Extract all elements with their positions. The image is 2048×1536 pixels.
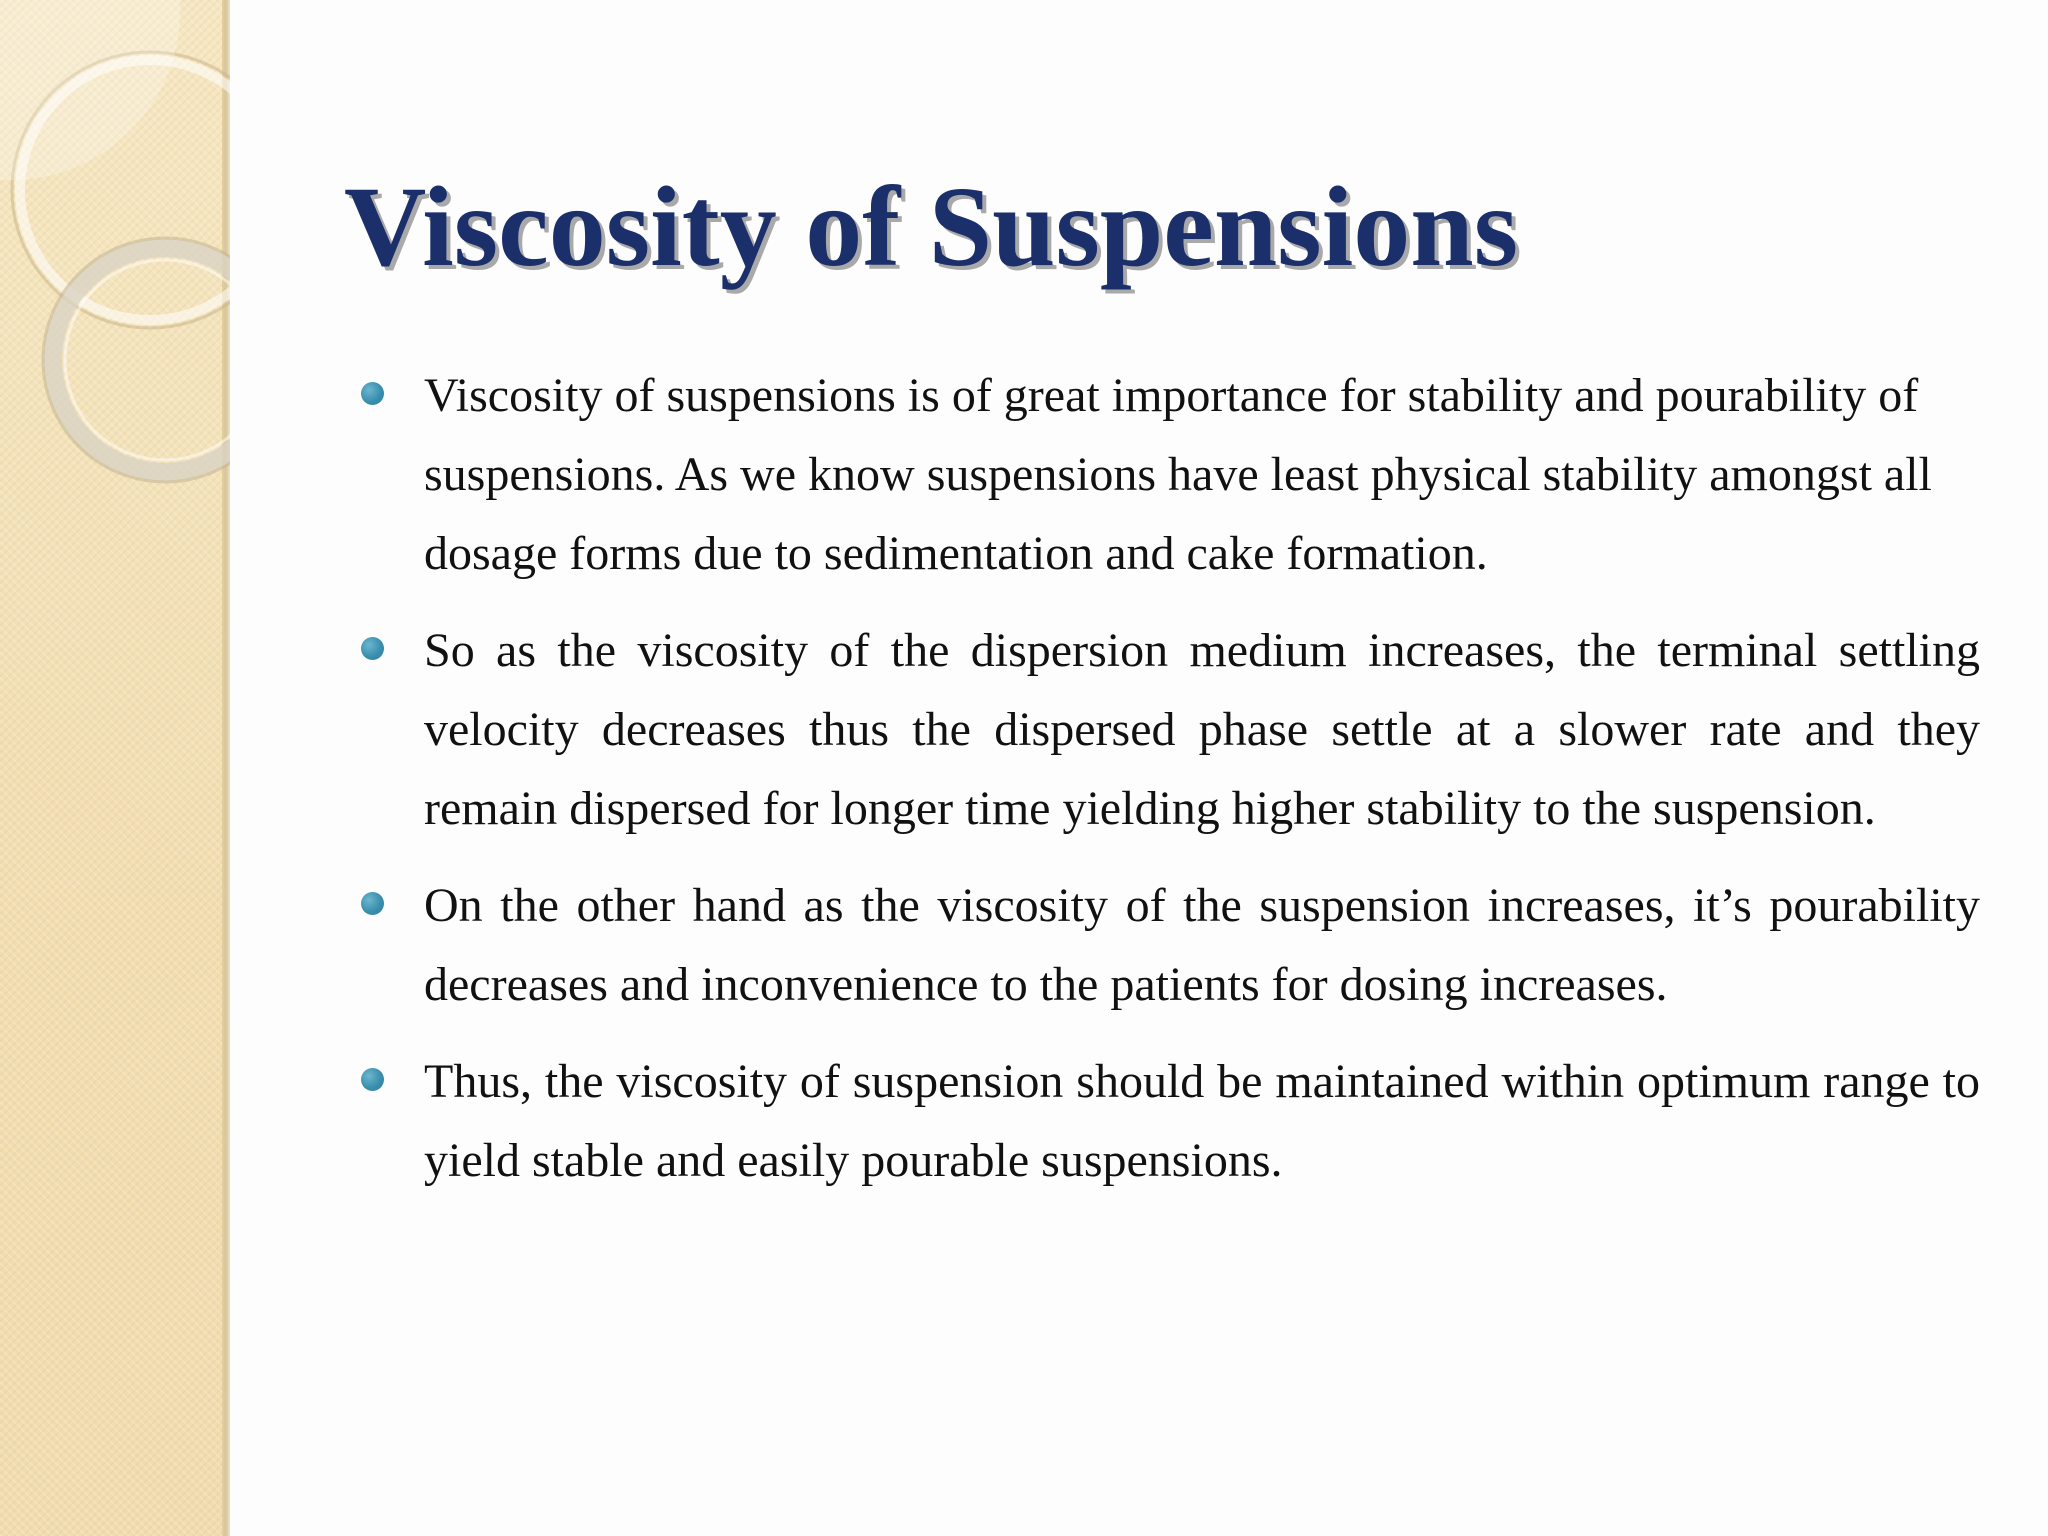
bullet-item [356,866,1980,1024]
bullet-text: Viscosity of suspensions is of great importance for stability and pourability of suspensions. As we know suspensions have least physical stability amongst all dosage forms due to sedimentation and cake formation. [424,369,1932,580]
bullet-dot-icon [361,892,384,915]
slide-title: Viscosity of Suspensions [344,163,1519,290]
bullet-dot-icon [361,637,384,660]
bullet-item [356,1042,1980,1200]
bullet-list [356,356,1980,1218]
bullet-item [356,611,1980,848]
bullet-dot-icon [361,1068,384,1091]
bullet-text: So as the viscosity of the dispersion medium increases, the terminal settling velocity decreases thus the dispersed phase settle at a slower rate and they remain dispersed for longer time yielding higher stability to the suspension. [424,624,1980,835]
decorative-rings-icon [0,0,230,520]
bullet-text: Thus, the viscosity of suspension should be maintained within optimum range to yield stable and easily pourable suspensions. [424,1055,1980,1187]
bullet-text: On the other hand as the viscosity of the suspension increases, it’s pourability decreases and inconvenience to the patients for dosing increases. [424,879,1980,1011]
bullet-dot-icon [361,382,384,405]
bullet-item [356,356,1980,593]
